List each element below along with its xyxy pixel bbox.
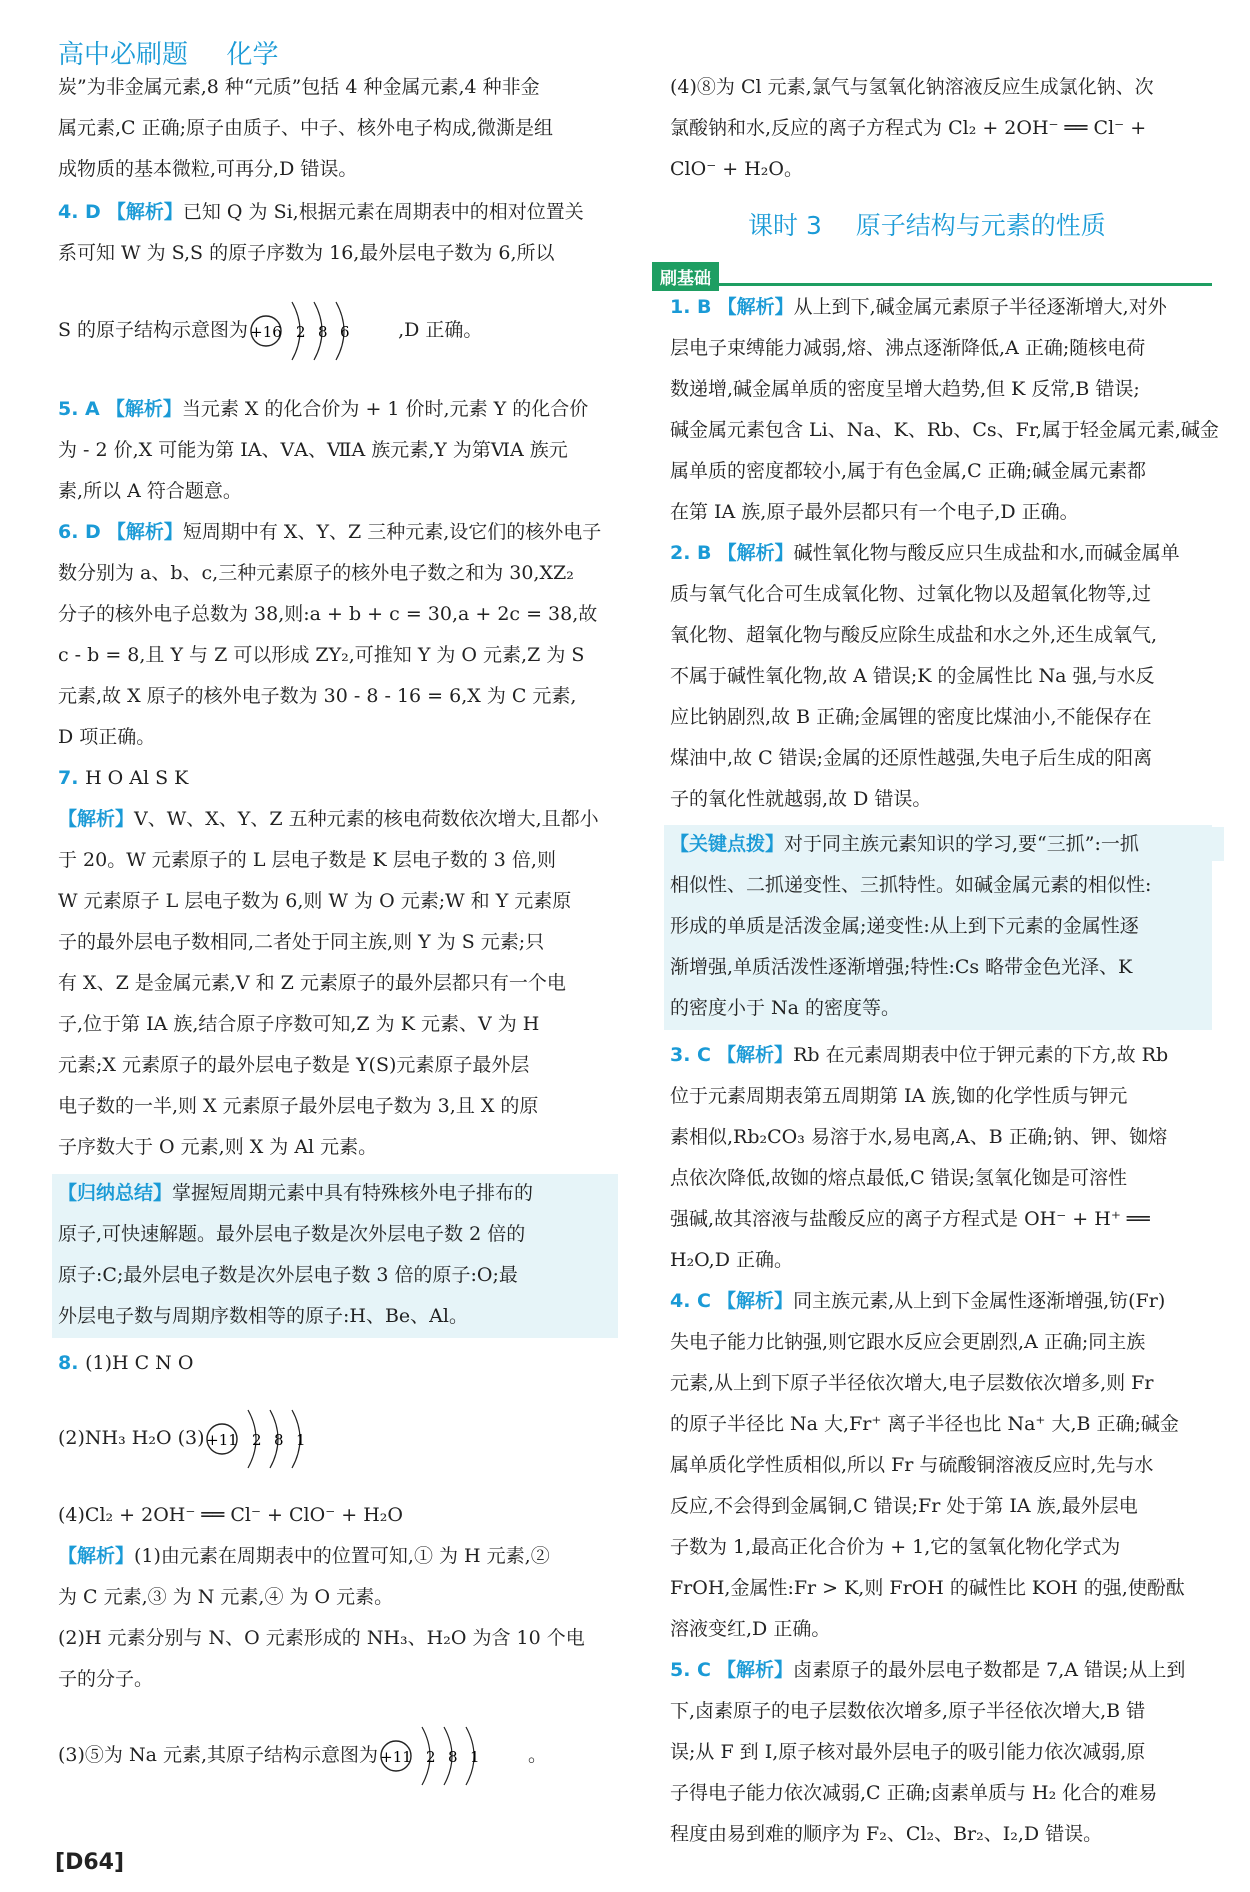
- text-line: [670, 622, 1157, 648]
- line-text: 误;从 F 到 I,原子核对最外层电子的吸引能力依次减弱,原: [670, 1741, 1146, 1763]
- line-text: 于 20。W 元素原子的 L 层电子数是 K 层电子数的 3 倍,则: [58, 849, 556, 871]
- atom-structure-diagram: [378, 1721, 528, 1791]
- text-line: [670, 1042, 1168, 1068]
- analysis-tag: 【解析】: [717, 1659, 794, 1681]
- line-text: 位于元素周期表第五周期第 ⅠA 族,铷的化学性质与钾元: [670, 1085, 1128, 1107]
- text-line: [670, 995, 900, 1021]
- line-text: 属元素,C 正确;原子由质子、中子、核外电子构成,微澌是组: [58, 117, 554, 139]
- line-text: Rb 在元素周期表中位于钾元素的下方,故 Rb: [793, 1044, 1169, 1066]
- text-line: [670, 872, 1151, 898]
- text-line: [58, 642, 584, 668]
- text-line: [670, 156, 803, 182]
- line-text-tail: ,D 正确。: [398, 319, 483, 341]
- text-line: [58, 806, 599, 832]
- analysis-tag: 【解析】: [717, 542, 794, 564]
- line-text: (2)NH₃ H₂O (3): [58, 1427, 205, 1449]
- line-text: 反应,不会得到金属铜,C 错误;Fr 处于第 ⅠA 族,最外层电: [670, 1495, 1138, 1517]
- question-number: 1. B: [670, 296, 712, 318]
- text-line: [670, 831, 1139, 857]
- line-text: 程度由易到难的顺序为 F₂、Cl₂、Br₂、I₂,D 错误。: [670, 1823, 1103, 1845]
- text-line: [58, 1303, 468, 1329]
- shell-electron-count: 8: [274, 1431, 285, 1449]
- line-text: 氯酸钠和水,反应的离子方程式为 Cl₂ + 2OH⁻ ══ Cl⁻ +: [670, 117, 1147, 139]
- line-text: 子的最外层电子数相同,二者处于同主族,则 Y 为 S 元素;只: [58, 931, 545, 953]
- text-line: [670, 1288, 1165, 1314]
- text-line: [670, 1165, 1127, 1191]
- text-line: [58, 1625, 585, 1651]
- atom-structure-diagram: [248, 296, 398, 366]
- line-text: 对于同主族元素知识的学习,要“三抓”:一抓: [784, 833, 1139, 855]
- line-text: 元素,从上到下原子半径依次增大,电子层数依次增多,则 Fr: [670, 1372, 1154, 1394]
- text-line: [670, 458, 1146, 484]
- text-line: [58, 478, 242, 504]
- line-text: 渐增强,单质活泼性逐渐增强;特性:Cs 略带金色光泽、K: [670, 956, 1133, 978]
- question-number: 4. C: [670, 1290, 711, 1312]
- text-line: [670, 1452, 1153, 1478]
- analysis-tag: 【解析】: [106, 521, 183, 543]
- line-text: W 元素原子 L 层电子数为 6,则 W 为 O 元素;W 和 Y 元素原: [58, 890, 572, 912]
- section-badge: 刷基础: [652, 262, 719, 291]
- text-line: [670, 1739, 1145, 1765]
- nucleus-charge: +16: [250, 323, 282, 341]
- text-line: [58, 765, 188, 791]
- subject-title: 化学: [226, 40, 279, 70]
- shell-electron-count: 2: [252, 1431, 263, 1449]
- text-line: [58, 888, 571, 914]
- text-line: [670, 417, 1219, 443]
- line-text: 原子,可快速解题。最外层电子数是次外层电子数 2 倍的: [58, 1223, 526, 1245]
- question-number: 5. A: [58, 398, 100, 420]
- text-line: [670, 954, 1132, 980]
- text-line: [58, 601, 597, 627]
- text-line: [58, 1350, 193, 1376]
- line-text: 素相似,Rb₂CO₃ 易溶于水,易电离,A、B 正确;钠、钾、铷熔: [670, 1126, 1168, 1148]
- line-text: 在第 ⅠA 族,原子最外层都只有一个电子,D 正确。: [670, 501, 1079, 523]
- shell-electron-count: 1: [296, 1431, 307, 1449]
- line-text: 相似性、二抓递变性、三抓特性。如碱金属元素的相似性:: [670, 874, 1152, 896]
- line-text: 应比钠剧烈,故 B 正确;金属锂的密度比煤油小,不能保存在: [670, 706, 1152, 728]
- text-line: [58, 847, 556, 873]
- lesson-heading: [748, 206, 1106, 242]
- text-line: [670, 1780, 1157, 1806]
- analysis-tag: 【解析】: [717, 1290, 794, 1312]
- text-line: [670, 499, 1079, 525]
- line-text: (3)⑤为 Na 元素,其原子结构示意图为: [58, 1744, 378, 1766]
- line-text: 元素;X 元素原子的最外层电子数是 Y(S)元素原子最外层: [58, 1054, 530, 1076]
- line-text: 的原子半径比 Na 大,Fr⁺ 离子半径也比 Na⁺ 大,B 正确;碱金: [670, 1413, 1179, 1435]
- text-line: [58, 1180, 533, 1206]
- text-line: [58, 437, 568, 463]
- shell-electron-count: 2: [426, 1748, 436, 1766]
- text-line: [670, 1575, 1185, 1601]
- line-text: 碱金属元素包含 Li、Na、K、Rb、Cs、Fr,属于轻金属元素,碱金: [670, 419, 1219, 441]
- page-number: [D64]: [55, 1850, 125, 1875]
- shell-electron-count: 8: [448, 1748, 458, 1766]
- line-text: (2)H 元素分别与 N、O 元素形成的 NH₃、H₂O 为含 10 个电: [58, 1627, 585, 1649]
- line-text: 为 - 2 价,X 可能为第 ⅠA、ⅤA、ⅦA 族元素,Y 为第ⅥA 族元: [58, 439, 568, 461]
- text-line: [670, 335, 1145, 361]
- line-text: ClO⁻ + H₂O。: [670, 158, 803, 180]
- line-text: 子的分子。: [58, 1668, 154, 1690]
- line-text: 数递增,碱金属单质的密度呈增大趋势,但 K 反常,B 错误;: [670, 378, 1140, 400]
- text-line: [58, 1584, 393, 1610]
- line-text: 煤油中,故 C 错误;金属的还原性越强,失电子后生成的阳离: [670, 747, 1153, 769]
- line-text: 有 X、Z 是金属元素,V 和 Z 元素原子的最外层都只有一个电: [58, 972, 566, 994]
- text-line: [58, 396, 588, 422]
- line-text: 碱性氧化物与酸反应只生成盐和水,而碱金属单: [793, 542, 1180, 564]
- line-text: H O Al S K: [85, 767, 189, 789]
- text-line: [58, 1221, 525, 1247]
- text-line: [58, 296, 482, 366]
- text-line: [58, 1262, 518, 1288]
- text-line: [58, 724, 155, 750]
- text-line: [58, 1666, 153, 1692]
- line-text: D 项正确。: [58, 726, 156, 748]
- shell-electron-count: 8: [318, 323, 328, 341]
- nucleus-charge: +11: [380, 1748, 412, 1766]
- text-line: [670, 1698, 1145, 1724]
- text-line: [58, 519, 601, 545]
- text-line: [58, 1543, 550, 1569]
- line-text: c - b = 8,且 Y 与 Z 可以形成 ZY₂,可推知 Y 为 O 元素,Z 为 S: [58, 644, 585, 666]
- line-text: 电子数的一半,则 X 元素原子最外层电子数为 3,且 X 的原: [58, 1095, 539, 1117]
- text-line: [670, 1616, 830, 1642]
- text-line: [670, 913, 1139, 939]
- text-line: [58, 156, 357, 182]
- text-line: [58, 115, 553, 141]
- question-number: 6. D: [58, 521, 101, 543]
- nucleus-charge: +11: [206, 1431, 239, 1449]
- book-title: 高中必刷题: [58, 40, 189, 70]
- line-text: FrOH,金属性:Fr > K,则 FrOH 的碱性比 KOH 的强,使酚酞: [670, 1577, 1185, 1599]
- text-line: [670, 663, 1155, 689]
- shell-electron-count: 2: [296, 323, 306, 341]
- question-number: 4. D: [58, 201, 101, 223]
- analysis-tag: 【解析】: [105, 398, 182, 420]
- text-line: [58, 560, 574, 586]
- line-text: 元素,故 X 原子的核外电子数为 30 - 8 - 16 = 6,X 为 C 元素,: [58, 685, 577, 707]
- line-text: 同主族元素,从上到下金属性逐渐增强,钫(Fr): [793, 1290, 1166, 1312]
- text-line: [58, 199, 584, 225]
- note-tag: 【归纳总结】: [58, 1182, 173, 1204]
- text-line: [58, 74, 540, 100]
- line-text: 属单质的密度都较小,属于有色金属,C 正确;碱金属元素都: [670, 460, 1147, 482]
- text-line: [58, 1093, 538, 1119]
- line-text: 系可知 W 为 S,S 的原子序数为 16,最外层电子数为 6,所以: [58, 242, 555, 264]
- line-text: 从上到下,碱金属元素原子半径逐渐增大,对外: [793, 296, 1167, 318]
- line-text: 的密度小于 Na 的密度等。: [670, 997, 901, 1019]
- text-line: [670, 581, 1151, 607]
- text-line: [670, 786, 931, 812]
- question-number: 8.: [58, 1352, 86, 1374]
- line-text: 不属于碱性氧化物,故 A 错误;K 的金属性比 Na 强,与水反: [670, 665, 1155, 687]
- line-text: 氧化物、超氧化物与酸反应除生成盐和水之外,还生成氧气,: [670, 624, 1158, 646]
- text-line: [58, 970, 566, 996]
- text-line: [670, 1657, 1185, 1683]
- analysis-tag: 【解析】: [58, 808, 135, 830]
- shell-electron-count: 6: [340, 323, 350, 341]
- line-text: 为 C 元素,③ 为 N 元素,④ 为 O 元素。: [58, 1586, 394, 1608]
- text-line: [670, 1083, 1127, 1109]
- line-text: 子数为 1,最高正化合价为 + 1,它的氢氧化物化学式为: [670, 1536, 1121, 1558]
- line-text: 短周期中有 X、Y、Z 三种元素,设它们的核外电子: [182, 521, 602, 543]
- section-rule: [652, 283, 1212, 286]
- text-line: [670, 1534, 1120, 1560]
- line-text: 子得电子能力依次减弱,C 正确;卤素单质与 H₂ 化合的难易: [670, 1782, 1158, 1804]
- line-text: S 的原子结构示意图为: [58, 319, 249, 341]
- line-text: 掌握短周期元素中具有特殊核外电子排布的: [172, 1182, 534, 1204]
- text-line: [58, 1052, 529, 1078]
- question-number: 5. C: [670, 1659, 711, 1681]
- text-line: [58, 1134, 377, 1160]
- question-number: 3. C: [670, 1044, 711, 1066]
- text-line: [670, 115, 1146, 141]
- text-line: [670, 1411, 1179, 1437]
- line-text: 卤素原子的最外层电子数都是 7,A 错误;从上到: [793, 1659, 1186, 1681]
- text-line: [58, 683, 576, 709]
- line-text: 子,位于第 ⅠA 族,结合原子序数可知,Z 为 K 元素、V 为 H: [58, 1013, 540, 1035]
- text-line: [58, 1404, 354, 1474]
- line-text: 层电子束缚能力减弱,熔、沸点逐渐降低,A 正确;随核电荷: [670, 337, 1146, 359]
- text-line: [670, 74, 1154, 100]
- text-line: [670, 704, 1152, 730]
- line-text: 属单质化学性质相似,所以 Fr 与硫酸铜溶液反应时,先与水: [670, 1454, 1154, 1476]
- text-line: [58, 929, 544, 955]
- note-tag: 【关键点拨】: [670, 833, 785, 855]
- lesson-title: 原子结构与元素的性质: [855, 211, 1106, 240]
- line-text: V、W、X、Y、Z 五种元素的核电荷数依次增大,且都小: [134, 808, 599, 830]
- text-line: [58, 1721, 547, 1791]
- line-text: 子的氧化性就越弱,故 D 错误。: [670, 788, 932, 810]
- line-text: 分子的核外电子总数为 38,则:a + b + c = 30,a + 2c = 38,故: [58, 603, 598, 625]
- analysis-tag: 【解析】: [717, 296, 794, 318]
- question-number: 2. B: [670, 542, 712, 564]
- page-number-text: D64: [65, 1850, 114, 1875]
- question-number: 7.: [58, 767, 86, 789]
- text-line: [670, 745, 1152, 771]
- text-line: [670, 294, 1167, 320]
- text-line: [670, 376, 1140, 402]
- line-text: 成物质的基本微粒,可再分,D 错误。: [58, 158, 358, 180]
- analysis-tag: 【解析】: [717, 1044, 794, 1066]
- text-line: [58, 1502, 403, 1528]
- line-text: 质与氧气化合可生成氧化物、过氧化物以及超氧化物等,过: [670, 583, 1152, 605]
- text-line: [58, 240, 555, 266]
- line-text: 原子:C;最外层电子数是次外层电子数 3 倍的原子:O;最: [58, 1264, 518, 1286]
- line-text: 炭”为非金属元素,8 种“元质”包括 4 种金属元素,4 种非金: [58, 76, 540, 98]
- analysis-tag: 【解析】: [106, 201, 183, 223]
- line-text: 外层电子数与周期序数相等的原子:H、Be、Al。: [58, 1305, 468, 1327]
- line-text: 素,所以 A 符合题意。: [58, 480, 242, 502]
- line-text: 当元素 X 的化合价为 + 1 价时,元素 Y 的化合价: [181, 398, 589, 420]
- line-text: 点依次降低,故铷的熔点最低,C 错误;氢氧化铷是可溶性: [670, 1167, 1128, 1189]
- text-line: [670, 1247, 793, 1273]
- atom-structure-diagram: [204, 1404, 354, 1474]
- text-line: [670, 1493, 1138, 1519]
- text-line: [670, 540, 1180, 566]
- text-line: [670, 1206, 1150, 1232]
- line-text: 失电子能力比钠强,则它跟水反应会更剧烈,A 正确;同主族: [670, 1331, 1146, 1353]
- line-text: 强碱,故其溶液与盐酸反应的离子方程式是 OH⁻ + H⁺ ══: [670, 1208, 1150, 1230]
- line-text: (1)由元素在周期表中的位置可知,① 为 H 元素,②: [134, 1545, 550, 1567]
- shell-electron-count: 1: [470, 1748, 480, 1766]
- lesson-label: 课时 3: [748, 211, 822, 240]
- line-text: (4)Cl₂ + 2OH⁻ ══ Cl⁻ + ClO⁻ + H₂O: [58, 1504, 403, 1526]
- text-line: [670, 1821, 1102, 1847]
- text-line: [58, 1011, 539, 1037]
- text-line: [670, 1370, 1153, 1396]
- line-text: 形成的单质是活泼金属;递变性:从上到下元素的金属性逐: [670, 915, 1139, 937]
- line-text: 溶液变红,D 正确。: [670, 1618, 831, 1640]
- line-text: (4)⑧为 Cl 元素,氯气与氢氧化钠溶液反应生成氯化钠、次: [670, 76, 1154, 98]
- analysis-tag: 【解析】: [58, 1545, 135, 1567]
- text-line: [670, 1329, 1145, 1355]
- page-header: [58, 34, 279, 71]
- line-text: 子序数大于 O 元素,则 X 为 Al 元素。: [58, 1136, 378, 1158]
- line-text: H₂O,D 正确。: [670, 1249, 793, 1271]
- line-text: 已知 Q 为 Si,根据元素在周期表中的相对位置关: [182, 201, 584, 223]
- line-text: 数分别为 a、b、c,三种元素原子的核外电子数之和为 30,XZ₂: [58, 562, 574, 584]
- line-text: (1)H C N O: [85, 1352, 194, 1374]
- line-text: 下,卤素原子的电子层数依次增多,原子半径依次增大,B 错: [670, 1700, 1146, 1722]
- line-text-tail: 。: [528, 1744, 548, 1766]
- text-line: [670, 1124, 1167, 1150]
